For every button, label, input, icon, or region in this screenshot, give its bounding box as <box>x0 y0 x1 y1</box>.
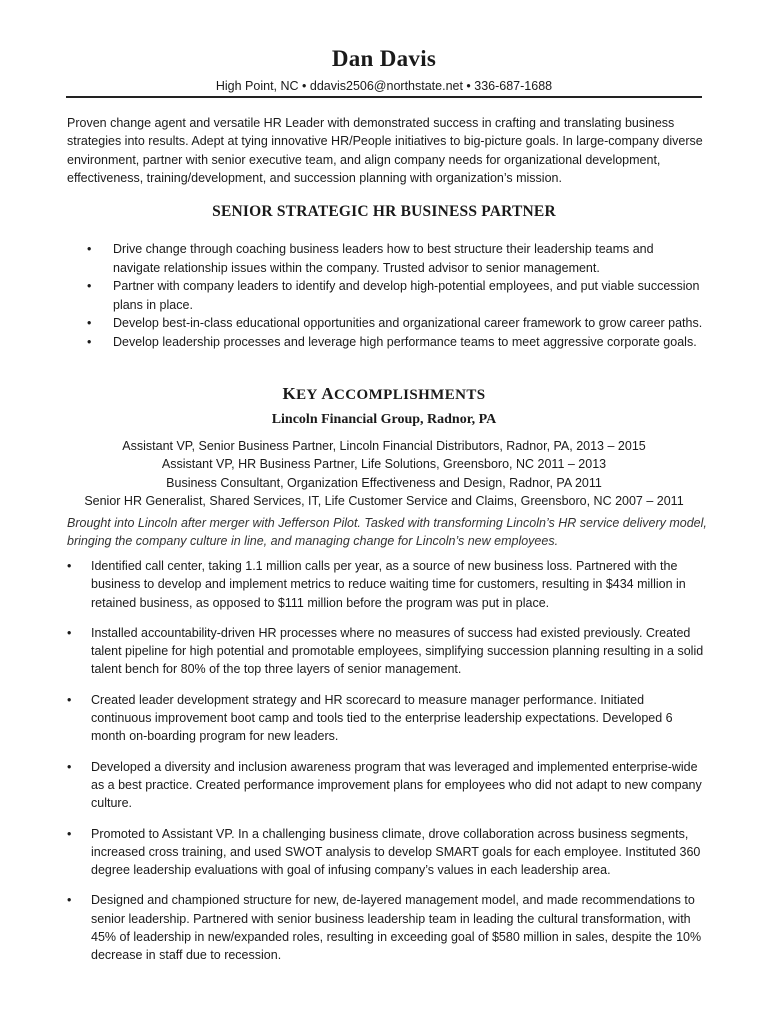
role-bullet-list <box>87 240 703 351</box>
role-line: Business Consultant, Organization Effectiveness and Design, Radnor, PA 2011 <box>166 475 602 490</box>
bullet-text: Drive change through coaching business leaders how to best structure their leadership teams and navigate relationship issues within the company. Trusted advisor to senior management. <box>113 242 654 275</box>
bullet-icon: • <box>67 692 72 707</box>
role-line: Senior HR Generalist, Shared Services, IT, Life Customer Service and Claims, Greensboro, NC 2007 – 2011 <box>84 493 684 508</box>
list-item <box>87 314 703 333</box>
bullet-text: Designed and championed structure for new, de-layered management model, and made recommendations to senior leadership. Partnered with senior business leadership team in leading the cultural transformation, with 45% of leadership in new/expanded roles, resulting in exceeding goal of $580 million in sales, despite the 10% decrease in staff due to recession. <box>91 893 702 963</box>
bullet-icon: • <box>67 759 72 774</box>
bullet-text: Promoted to Assistant VP. In a challenging business climate, drove collaboration across business segments, increased cross training, and used SWOT analysis to develop SMART goals for each employee. Instituted 360 degree leadership evaluations with goal of infusing company’s values in each leadership area. <box>91 826 701 878</box>
company-intro: Brought into Lincoln after merger with Jefferson Pilot. Tasked with transforming Lincoln’s HR service delivery model, bringing the company culture in line, and managing change for Lincoln’s new employees. <box>67 516 707 549</box>
bullet-text: Develop best-in-class educational opportunities and organizational career framework to grow career paths. <box>113 316 703 330</box>
list-item <box>67 691 707 746</box>
bullet-text: Identified call center, taking 1.1 million calls per year, as a source of new business loss. Partnered with the business to develop and implement metrics to reduce waiting time for customers, resulting in $434 million in retained business, as opposed to $111 million before the program was put in place. <box>91 559 686 610</box>
bullet-icon: • <box>67 826 72 841</box>
section-title-role: SENIOR STRATEGIC HR BUSINESS PARTNER <box>212 203 556 220</box>
bullet-icon: • <box>87 316 92 330</box>
bullet-icon: • <box>87 334 92 349</box>
bullet-text: Created leader development strategy and HR scorecard to measure manager performance. Initiated continuous improvement boot camp and tools tied to the enterprise leadership expectations. Developed 6 month on-boarding program for new leaders. <box>91 692 673 744</box>
bullet-text: Develop leadership processes and leverage high performance teams to meet aggressive corporate goals. <box>113 334 697 349</box>
list-item <box>67 557 707 612</box>
list-item <box>67 624 707 679</box>
role-history <box>0 437 768 510</box>
bullet-text: Developed a diversity and inclusion awareness program that was leveraged and implemented enterprise-wide as a best practice. Created performance improvement plans for employees who did not adapt to new company culture. <box>91 759 702 811</box>
role-line: Assistant VP, Senior Business Partner, Lincoln Financial Distributors, Radnor, PA, 2013 – 2015 <box>122 439 646 453</box>
role-line: Assistant VP, HR Business Partner, Life Solutions, Greensboro, NC 2011 – 2013 <box>161 457 607 472</box>
list-item <box>67 825 707 880</box>
list-item <box>67 891 707 964</box>
bullet-icon: • <box>67 625 72 640</box>
professional-summary: Proven change agent and versatile HR Leader with demonstrated success in crafting and translating business strategies into results. Adept at tying innovative HR/People initiatives to big-picture goals. In large-company diverse environment, partner with senior executive team, and align company needs for organizational development, effectiveness, training/development, and succession planning with organization’s mission. <box>67 116 703 185</box>
list-item <box>67 758 707 813</box>
bullet-icon: • <box>67 559 72 573</box>
bullet-text: Installed accountability-driven HR processes where no measures of success had existed previously. Created talent pipeline for high potential and promotable employees, simplifying succession planning resulting in a solid talent bench for 80% of the top three layers of senior management. <box>91 625 704 677</box>
candidate-name: Dan Davis <box>331 46 437 71</box>
header-divider <box>66 96 702 98</box>
accomplishment-bullet-list <box>67 557 707 977</box>
list-item <box>87 333 703 352</box>
bullet-icon: • <box>87 279 92 293</box>
bullet-icon: • <box>67 893 72 908</box>
bullet-text: Partner with company leaders to identify and develop high-potential employees, and put viable succession plans in place. <box>113 279 700 312</box>
company-heading: Lincoln Financial Group, Radnor, PA <box>271 412 497 427</box>
contact-line: High Point, NC • ddavis2506@northstate.net • 336-687-1688 <box>215 79 553 93</box>
list-item <box>87 240 703 277</box>
list-item <box>87 277 703 314</box>
bullet-icon: • <box>87 242 92 256</box>
section-title-accomplishments: KEY ACCOMPLISHMENTS <box>282 384 486 403</box>
